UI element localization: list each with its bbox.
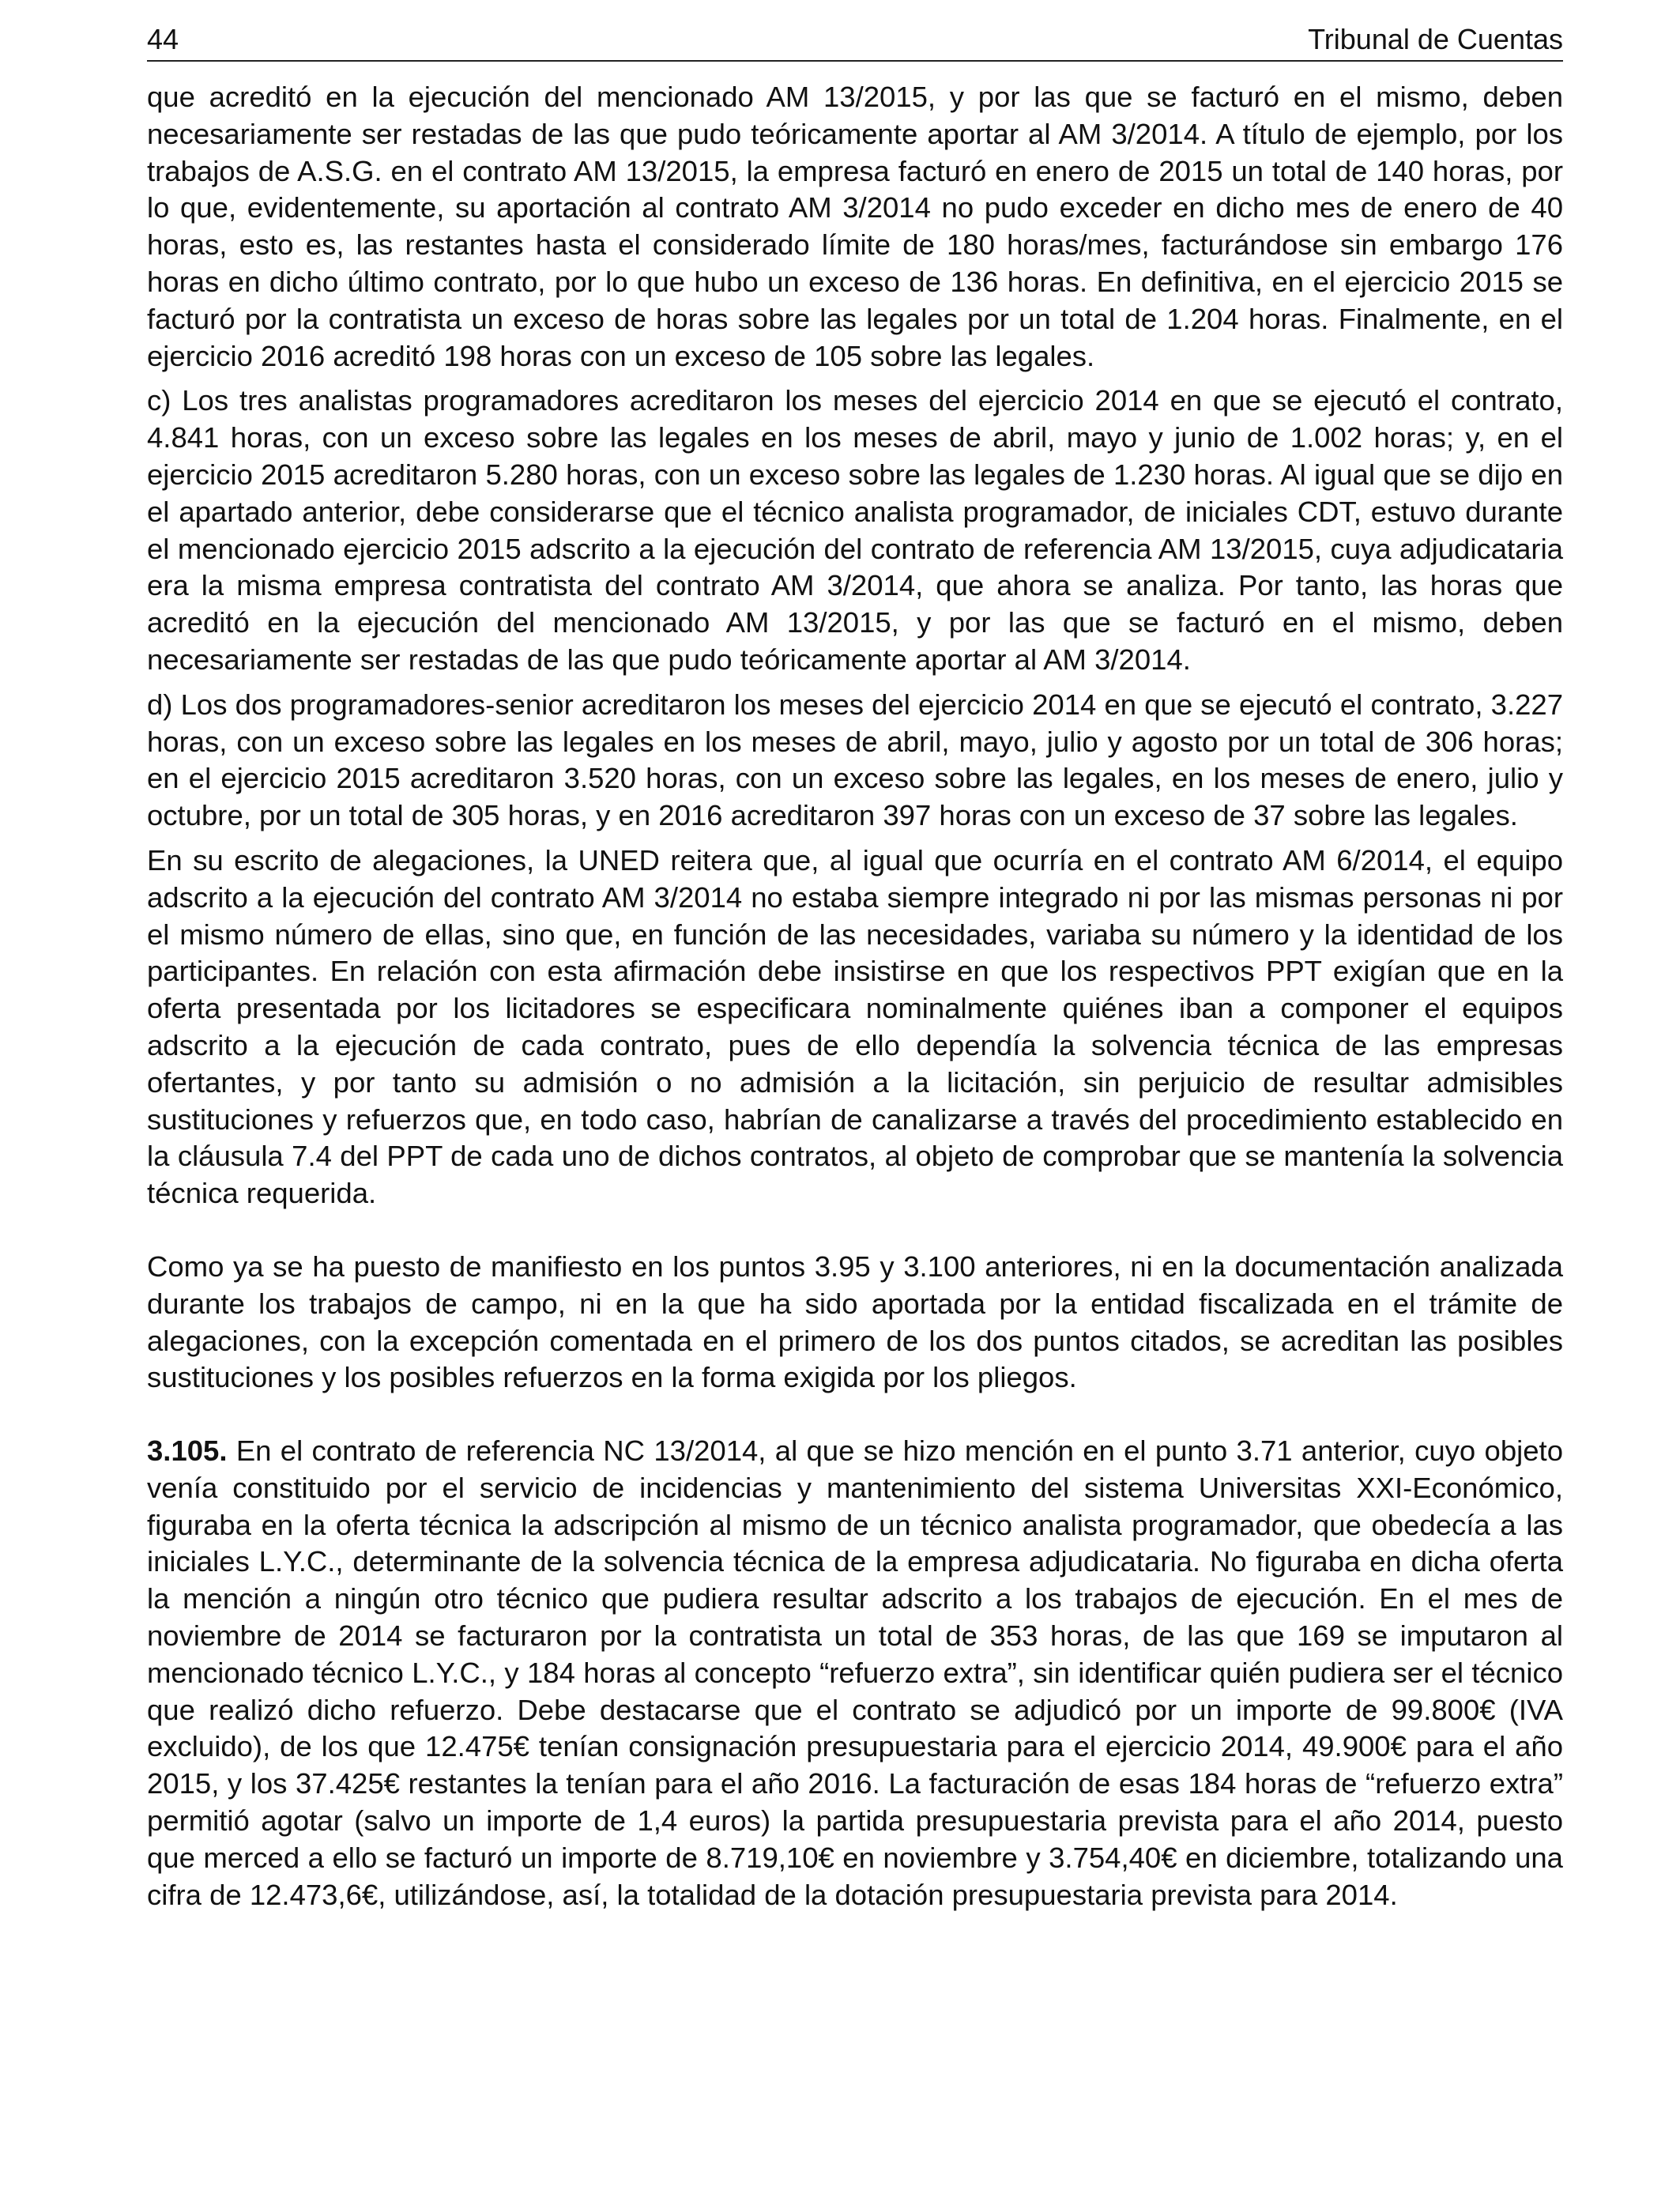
document-page (147, 22, 1563, 1921)
publisher-name: Tribunal de Cuentas (1308, 23, 1563, 55)
paragraph-text: c) Los tres analistas programadores acreditaron los meses del ejercicio 2014 en que se ejecutó el contrato, 4.841 horas, con un exceso sobre las legales en los meses de abril, mayo y junio de 1.002 horas; y, en el ejercicio 2015 acreditaron 5.280 horas, con un exceso sobre las legales de 1.230 horas. Al igual que se dijo en el apartado anterior, debe considerarse que el técnico analista programador, de iniciales CDT, estuvo durante el mencionado ejercicio 2015 adscrito a la ejecución del contrato de referencia AM 13/2015, cuya adjudicataria era la misma empresa contratista del contrato AM 3/2014, que ahora se analiza. Por tanto, las horas que acreditó en la ejecución del mencionado AM 13/2015, y por las que se facturó en el mismo, deben necesariamente ser restadas de las que pudo teóricamente aportar al AM 3/2014. (147, 384, 1563, 676)
paragraph-3-105 (147, 1433, 1563, 1913)
paragraph-number: 3.105. (147, 1434, 228, 1468)
document-body (147, 79, 1563, 1913)
paragraph-item-c (147, 383, 1563, 678)
paragraph-manifiesto (147, 1249, 1563, 1397)
paragraph-text: Como ya se ha puesto de manifiesto en los puntos 3.95 y 3.100 anteriores, ni en la documentación analizada durante los trabajos de campo, ni en la que ha sido aportada por la entidad fiscalizada en el trámite de alegaciones, con la excepción comentada en el primero de los dos puntos citados, se acreditan las posibles sustituciones y los posibles refuerzos en la forma exigida por los pliegos. (147, 1250, 1563, 1394)
paragraph-text: que acreditó en la ejecución del mencionado AM 13/2015, y por las que se facturó en el mismo, deben necesariamente ser restadas de las que pudo teóricamente aportar al AM 3/2014. A título de ejemplo, por los trabajos de A.S.G. en el contrato AM 13/2015, la empresa facturó en enero de 2015 un total de 140 horas, por lo que, evidentemente, su aportación al contrato AM 3/2014 no pudo exceder en dicho mes de enero de 40 horas, esto es, las restantes hasta el considerado límite de 180 horas/mes, facturándose sin embargo 176 horas en dicho último contrato, por lo que hubo un exceso de 136 horas. En definitiva, en el ejercicio 2015 se facturó por la contratista un exceso de horas sobre las legales por un total de 1.204 horas. Finalmente, en el ejercicio 2016 acreditó 198 horas con un exceso de 105 sobre las legales. (147, 81, 1563, 372)
paragraph-alegaciones (147, 843, 1563, 1212)
paragraph-text: En el contrato de referencia NC 13/2014, al que se hizo mención en el punto 3.71 anterior, cuyo objeto venía constituido por el servicio de incidencias y mantenimiento del sistema Universitas XXI-Económico, figuraba en la oferta técnica la adscripción al mismo de un técnico analista programador, que obedecía a las iniciales L.Y.C., determinante de la solvencia técnica de la empresa adjudicataria. No figuraba en dicha oferta la mención a ningún otro técnico que pudiera resultar adscrito a los trabajos de ejecución. En el mes de noviembre de 2014 se facturaron por la contratista un total de 353 horas, de las que 169 se imputaron al mencionado técnico L.Y.C., y 184 horas al concepto “refuerzo extra”, sin identificar quién pudiera ser el técnico que realizó dicho refuerzo. Debe destacarse que el contrato se adjudicó por un importe de 99.800€ (IVA excluido), de los que 12.475€ tenían consignación presupuestaria para el ejercicio 2014, 49.900€ para el año 2015, y los 37.425€ restantes la tenían para el año 2016. La facturación de esas 184 horas de “refuerzo extra” permitió agotar (salvo un importe de 1,4 euros) la partida presupuestaria prevista para el año 2014, puesto que merced a ello se facturó un importe de 8.719,10€ en noviembre y 3.754,40€ en diciembre, totalizando una cifra de 12.473,6€, utilizándose, así, la totalidad de la dotación presupuestaria prevista para 2014. (147, 1434, 1563, 1911)
page-number: 44 (147, 23, 179, 55)
page-header (147, 22, 1563, 62)
paragraph-continuation (147, 79, 1563, 375)
paragraph-item-d (147, 687, 1563, 835)
paragraph-text: d) Los dos programadores-senior acreditaron los meses del ejercicio 2014 en que se ejecutó el contrato, 3.227 horas, con un exceso sobre las legales en los meses de abril, mayo, julio y agosto por un total de 306 horas; en el ejercicio 2015 acreditaron 3.520 horas, con un exceso sobre las legales, en los meses de enero, julio y octubre, por un total de 305 horas, y en 2016 acreditaron 397 horas con un exceso de 37 sobre las legales. (147, 688, 1563, 832)
paragraph-text: En su escrito de alegaciones, la UNED reitera que, al igual que ocurría en el contrato AM 6/2014, el equipo adscrito a la ejecución del contrato AM 3/2014 no estaba siempre integrado ni por las mismas personas ni por el mismo número de ellas, sino que, en función de las necesidades, variaba su número y la identidad de los participantes. En relación con esta afirmación debe insistirse en que los respectivos PPT exigían que en la oferta presentada por los licitadores se especificara nominalmente quiénes iban a componer el equipos adscrito a la ejecución de cada contrato, pues de ello dependía la solvencia técnica de las empresas ofertantes, y por tanto su admisión o no admisión a la licitación, sin perjuicio de resultar admisibles sustituciones y refuerzos que, en todo caso, habrían de canalizarse a través del procedimiento establecido en la cláusula 7.4 del PPT de cada uno de dichos contratos, al objeto de comprobar que se mantenía la solvencia técnica requerida. (147, 843, 1563, 1210)
